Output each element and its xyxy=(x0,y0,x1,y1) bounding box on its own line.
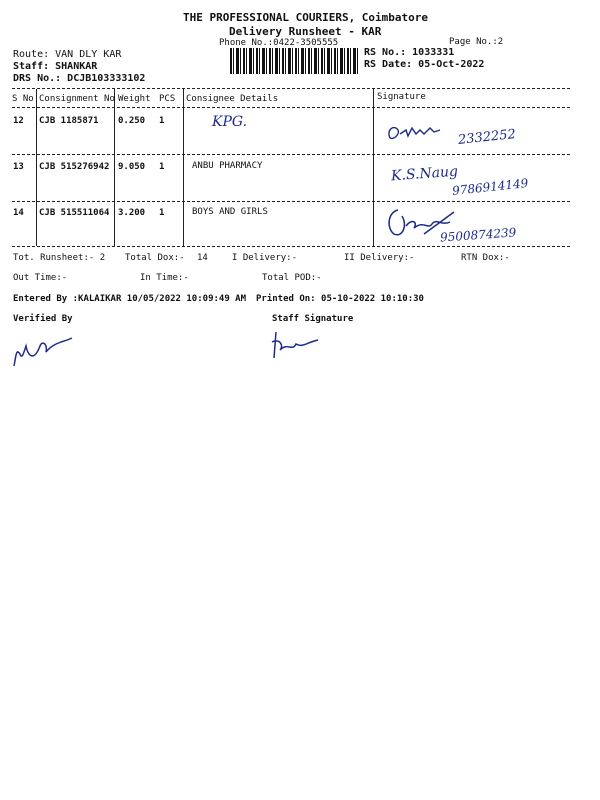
table-bottom-rule xyxy=(12,246,570,247)
signature-phone: 9500874239 xyxy=(439,225,517,245)
table-row-consignment: CJB 515276942 xyxy=(39,162,110,172)
table-row-pcs: 1 xyxy=(159,162,165,172)
ii-delivery: II Delivery:- xyxy=(344,253,415,263)
drs-number: DRS No.: DCJB103333102 xyxy=(13,73,146,84)
table-row-pcs: 1 xyxy=(159,208,165,218)
runsheet-title: Delivery Runsheet - KAR xyxy=(229,25,382,38)
staff-signature-label: Staff Signature xyxy=(272,314,354,324)
signature-mark xyxy=(384,118,448,146)
tot-runsheet: Tot. Runsheet:- 2 xyxy=(13,253,106,263)
column-divider xyxy=(36,89,37,246)
column-divider xyxy=(373,89,374,246)
table-row-consignment: CJB 515511064 xyxy=(39,208,110,218)
row-divider xyxy=(12,154,570,155)
table-header-rule xyxy=(12,107,570,108)
out-time: Out Time:- xyxy=(13,273,68,283)
staff: Staff: SHANKAR xyxy=(13,61,98,72)
col-header-pcs: PCS xyxy=(159,94,176,104)
total-dox-label: Total Dox:- xyxy=(125,253,185,263)
company-name: THE PROFESSIONAL COURIERS, Coimbatore xyxy=(183,11,429,24)
table-row-sno: 12 xyxy=(13,116,24,126)
table-top-rule xyxy=(12,88,570,89)
in-time: In Time:- xyxy=(140,273,189,283)
row-divider xyxy=(12,201,570,202)
staff-signature xyxy=(266,328,326,362)
total-pod: Total POD:- xyxy=(262,273,322,283)
table-row-weight: 9.050 xyxy=(118,162,146,172)
phone-number: Phone No.:0422-3505555 xyxy=(219,38,339,48)
i-delivery: I Delivery:- xyxy=(232,253,298,263)
table-row-weight: 0.250 xyxy=(118,116,146,126)
table-row-consignee: BOYS AND GIRLS xyxy=(192,207,268,217)
col-header-signature: Signature xyxy=(377,92,426,102)
page-number: Page No.:2 xyxy=(449,37,504,47)
entered-by: Entered By :KALAIKAR 10/05/2022 10:09:49 AM xyxy=(13,294,246,304)
verified-by-label: Verified By xyxy=(13,314,73,324)
col-header-consignee: Consignee Details xyxy=(186,94,279,104)
handwritten-consignee: KPG. xyxy=(212,114,248,130)
signature-phone: 9786914149 xyxy=(451,176,529,198)
rtn-dox: RTN Dox:- xyxy=(461,253,510,263)
table-row-pcs: 1 xyxy=(159,116,165,126)
signature-phone: 2332252 xyxy=(457,127,517,148)
rs-number: RS No.: 1033331 xyxy=(364,47,455,58)
col-header-weight: Weight xyxy=(118,94,151,104)
col-header-sno: S No xyxy=(12,94,34,104)
table-row-sno: 13 xyxy=(13,162,24,172)
table-row-sno: 14 xyxy=(13,208,24,218)
route: Route: VAN DLY KAR xyxy=(13,49,122,60)
table-row-weight: 3.200 xyxy=(118,208,146,218)
table-row-consignee: ANBU PHARMACY xyxy=(192,161,263,171)
rs-date: RS Date: 05-Oct-2022 xyxy=(364,59,485,70)
table-row-consignment: CJB 1185871 xyxy=(39,116,99,126)
column-divider xyxy=(114,89,115,246)
total-dox-value: 14 xyxy=(197,253,208,263)
printed-on: Printed On: 05-10-2022 10:10:30 xyxy=(256,294,424,304)
column-divider xyxy=(183,89,184,246)
col-header-consignment: Consignment No xyxy=(39,94,115,104)
signature-name: K.S.Naug xyxy=(390,163,459,185)
barcode xyxy=(230,48,358,74)
verifier-signature xyxy=(10,326,80,372)
signature-name xyxy=(384,118,385,119)
